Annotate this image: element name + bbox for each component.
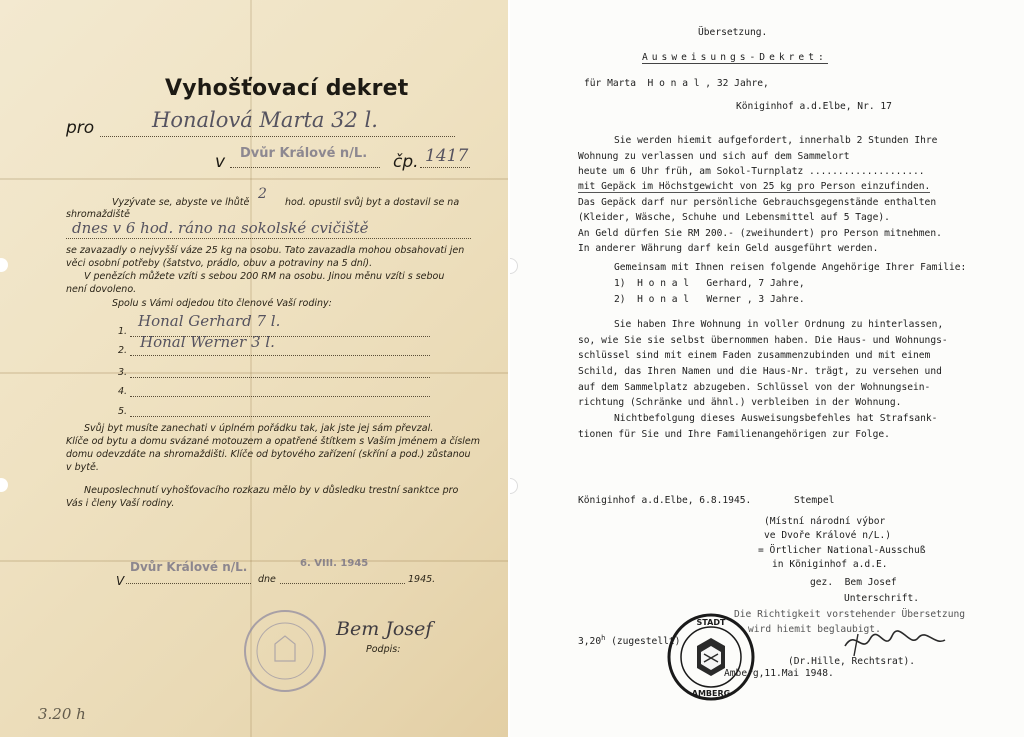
label-v: v bbox=[215, 152, 226, 172]
family-member: 2) H o n a l Werner , 3 Jahre. bbox=[614, 294, 805, 305]
address-line: Königinhof a.d.Elbe, Nr. 17 bbox=[736, 101, 892, 112]
label-pro: pro bbox=[66, 118, 95, 138]
body-text: Nichtbefolgung dieses Ausweisungsbefehles hat Strafsank- bbox=[614, 413, 938, 424]
handwritten-signature-icon bbox=[840, 624, 950, 660]
body-text: Sie werden hiemit aufgefordert, innerhalb 2 Stunden Ihre bbox=[614, 135, 938, 146]
handwritten-hours: 2 bbox=[258, 186, 267, 202]
handwritten-name: Honalová Marta 32 l. bbox=[152, 108, 378, 132]
fee-value: 3,20 bbox=[578, 636, 602, 648]
instruction-text: věci osobní potřeby (šatstvo, prádlo, obuv a potraviny na 5 dní). bbox=[66, 258, 373, 269]
addressee-line: für Marta H o n a l , 32 Jahre, bbox=[584, 78, 769, 89]
czech-expulsion-decree-page bbox=[0, 0, 508, 737]
family-line bbox=[130, 355, 430, 356]
signature-handwritten: Bem Josef bbox=[336, 618, 433, 640]
family-number: 5. bbox=[118, 406, 128, 417]
body-text: Wohnung zu verlassen und sich auf dem Sammelort bbox=[578, 151, 850, 162]
flat-text: domu odevzdáte na shromaždišti. Klíče od bytového zařízení (skříní a pod.) zůstanou bbox=[66, 449, 471, 460]
paper-fold-horizontal bbox=[0, 560, 508, 562]
fee-note: (zugestellt) bbox=[611, 636, 681, 648]
family-number: 1. bbox=[118, 326, 128, 337]
body-text: so, wie Sie sie selbst übernommen haben. Die Haus- und Wohnungs- bbox=[578, 335, 948, 346]
committee-czech: ve Dvoře Králové n/L.) bbox=[764, 530, 892, 541]
body-text: Schild, das Ihren Namen und die Haus-Nr. trägt, zu versehen und bbox=[578, 366, 942, 377]
money-text: V penězích můžete vzíti s sebou 200 RM na osobu. Jinou měnu vzíti s sebou bbox=[84, 271, 445, 282]
handwritten-family-member: Honal Werner 3 l. bbox=[140, 333, 275, 351]
certification-text: Die Richtigkeit vorstehender Übersetzung bbox=[734, 609, 966, 620]
german-translation-page bbox=[510, 0, 1024, 737]
translation-header: Übersetzung. bbox=[698, 27, 768, 38]
instruction-text: shromaždiště bbox=[66, 209, 130, 220]
flat-text: Klíče od bytu a domu svázané motouzem a opatřené štítkem s Vaším jménem a číslem bbox=[66, 436, 481, 447]
flat-text: v bytě. bbox=[66, 462, 99, 473]
date-line bbox=[280, 583, 405, 584]
year-suffix: 1945. bbox=[408, 574, 436, 585]
money-text: není dovoleno. bbox=[66, 284, 137, 295]
attorney-line: (Dr.Hille, Rechtsrat). bbox=[788, 656, 916, 667]
family-line bbox=[130, 396, 430, 397]
decree-title: Ausweisungs-Dekret: bbox=[642, 52, 828, 63]
handwritten-house-number: 1417 bbox=[425, 146, 469, 166]
fee-sup: h bbox=[601, 634, 606, 642]
place-line bbox=[126, 583, 251, 584]
body-text: schlüssel sind mit einem Faden zusammenzubinden und mit einem bbox=[578, 350, 931, 361]
punch-hole bbox=[510, 258, 518, 274]
family-line bbox=[130, 377, 430, 378]
body-text: auf dem Sammelplatz abzugeben. Schlüssel von der Wohnungsein- bbox=[578, 382, 931, 393]
svg-text:AMBERG: AMBERG bbox=[691, 689, 731, 698]
label-podpis: Podpis: bbox=[366, 644, 401, 655]
label-place: V bbox=[116, 574, 125, 588]
family-intro: Spolu s Vámi odjedou tito členové Vaší rodiny: bbox=[112, 298, 332, 309]
body-text: In anderer Währung darf kein Geld ausgeführt werden. bbox=[578, 243, 879, 254]
family-number: 2. bbox=[118, 345, 128, 356]
committee-german: = Örtlicher National-Ausschuß bbox=[758, 545, 926, 556]
handwritten-family-member: Honal Gerhard 7 l. bbox=[138, 312, 281, 330]
flat-text: Svůj byt musíte zanechati v úplném pořádku tak, jak jste jej sám převzal. bbox=[84, 423, 434, 434]
committee-german: in Königinhof a.d.E. bbox=[772, 559, 888, 570]
paper-fold-horizontal bbox=[0, 178, 508, 180]
bottom-note: 3.20 h bbox=[38, 705, 86, 723]
assembly-line bbox=[66, 238, 471, 239]
punch-hole bbox=[0, 258, 8, 272]
date-stamp: 6. VIII. 1945 bbox=[300, 558, 369, 569]
stempel-label: Stempel bbox=[794, 495, 835, 506]
place-stamp: Dvůr Králové n/L. bbox=[130, 560, 248, 574]
body-text: Sie haben Ihre Wohnung in voller Ordnung zu hinterlassen, bbox=[614, 319, 944, 330]
place-date-line: Amberg,11.Mai 1948. bbox=[724, 668, 834, 679]
body-text: heute um 6 Uhr früh, am Sokol-Turnplatz .................... bbox=[578, 166, 925, 177]
signed-name: gez. Bem Josef bbox=[810, 577, 897, 588]
body-text: richtung (Schränke und ähnl.) verbleiben in der Wohnung. bbox=[578, 397, 902, 408]
certification-text: wird hiemit beglaubigt. bbox=[748, 624, 881, 635]
label-dne: dne bbox=[258, 574, 276, 585]
amberg-city-seal-icon bbox=[666, 612, 756, 702]
town-line bbox=[230, 167, 380, 168]
family-number: 3. bbox=[118, 367, 128, 378]
instruction-text: se zavazadly o nejvyšší váze 25 kg na osobu. Tato zavazadla mohou obsahovati jen bbox=[66, 245, 465, 256]
committee-czech: (Místní národní výbor bbox=[764, 516, 886, 527]
family-line bbox=[130, 416, 430, 417]
instruction-text: hod. opustil svůj byt a dostavil se na bbox=[285, 197, 460, 208]
town-stamp: Dvůr Králové n/L. bbox=[240, 146, 368, 161]
body-text: tionen für Sie und Ihre Familienangehörigen zur Folge. bbox=[578, 429, 890, 440]
punch-hole bbox=[0, 478, 8, 492]
paper-fold-horizontal bbox=[0, 372, 508, 374]
date-line: Königinhof a.d.Elbe, 6.8.1945. bbox=[578, 495, 752, 506]
handwritten-assembly-point: dnes v 6 hod. ráno na sokolské cvičiště bbox=[72, 219, 369, 237]
penalty-text: Neuposlechnutí vyhošťovacího rozkazu mělo by v důsledku trestní sanktce pro bbox=[84, 485, 459, 496]
body-text: An Geld dürfen Sie RM 200.- (zweihundert) pro Person mitnehmen. bbox=[578, 228, 942, 239]
label-cp: čp. bbox=[393, 152, 419, 172]
svg-text:STADT: STADT bbox=[696, 618, 726, 627]
family-member: 1) H o n a l Gerhard, 7 Jahre, bbox=[614, 278, 805, 289]
family-intro: Gemeinsam mit Ihnen reisen folgende Angehörige Ihrer Familie: bbox=[614, 262, 967, 273]
body-text: (Kleider, Wäsche, Schuhe und Lebensmittel auf 5 Tage). bbox=[578, 212, 890, 223]
penalty-text: Vás i členy Vaší rodiny. bbox=[66, 498, 175, 509]
body-text-underlined: mit Gepäck im Höchstgewicht von 25 kg pro Person einzufinden. bbox=[578, 181, 931, 192]
name-line bbox=[100, 136, 455, 137]
family-number: 4. bbox=[118, 386, 128, 397]
unterschrift-label: Unterschrift. bbox=[844, 593, 920, 604]
body-text: Das Gepäck darf nur persönliche Gebrauchsgegenstände enthalten bbox=[578, 197, 937, 208]
decree-title: Vyhošťovací dekret bbox=[165, 76, 409, 101]
official-seal-icon bbox=[240, 606, 330, 696]
instruction-text: Vyzývate se, abyste ve lhůtě bbox=[112, 197, 250, 208]
punch-hole bbox=[510, 478, 518, 494]
house-number-line bbox=[420, 167, 470, 168]
